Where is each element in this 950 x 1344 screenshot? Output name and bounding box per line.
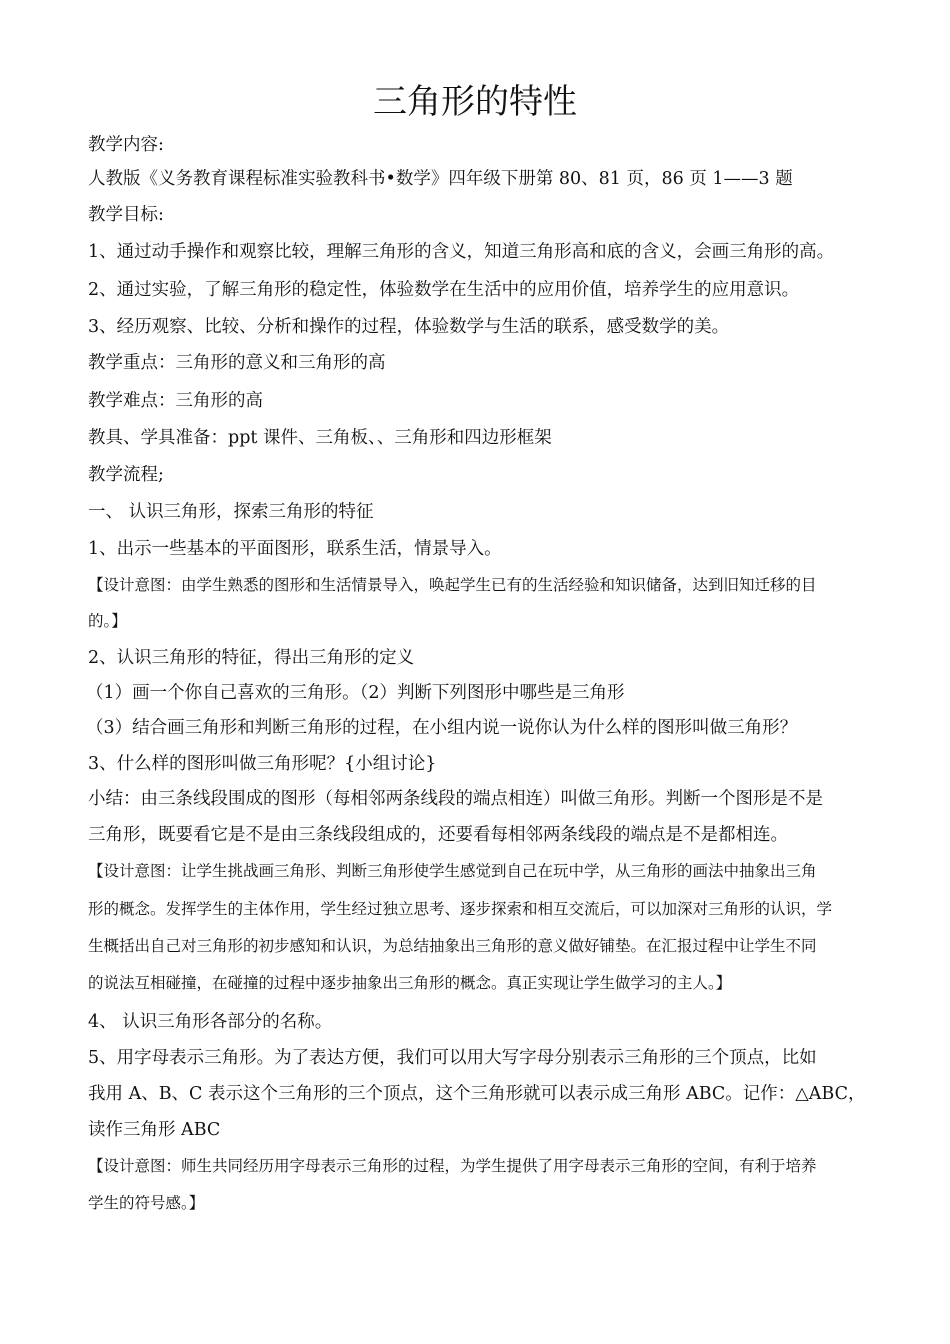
design-intent-2-line3: 生概括出自己对三角形的初步感知和认识，为总结抽象出三角形的意义做好铺垫。在汇报过程中让学生不同	[88, 937, 817, 955]
difficult-point: 教学难点：三角形的高	[88, 391, 263, 411]
step-item-1: 1、出示一些基本的平面图形，联系生活，情景导入。	[88, 539, 502, 559]
step-heading-1: 一、 认识三角形，探索三角形的特征	[88, 502, 374, 522]
design-intent-3-line1: 【设计意图：师生共同经历用字母表示三角形的过程，为学生提供了用字母表示三角形的空间，有利于培养	[88, 1157, 817, 1175]
goal-item-1: 1、通过动手操作和观察比较，理解三角形的含义，知道三角形高和底的含义，会画三角形的高。	[88, 242, 835, 262]
section-heading-process: 教学流程;	[88, 465, 164, 485]
design-intent-2-line1: 【设计意图：让学生挑战画三角形、判断三角形使学生感觉到自己在玩中学，从三角形的画法中抽象出三角	[88, 862, 817, 880]
page-title: 三角形的特性	[373, 82, 577, 122]
teaching-aids: 教具、学具准备：ppt 课件、三角板、、三角形和四边形框架	[88, 428, 552, 448]
design-intent-2-line2: 形的概念。发挥学生的主体作用，学生经过独立思考、逐步探索和相互交流后，可以加深对三角形的认识，学	[88, 900, 833, 918]
text-line-textbook: 人教版《义务教育课程标准实验教科书•数学》四年级下册第 80、81 页，86 页 1——3 题	[88, 169, 793, 189]
design-intent-1-line2: 的。】	[88, 612, 127, 630]
design-intent-2-line4: 的说法互相碰撞，在碰撞的过程中逐步抽象出三角形的概念。真正实现让学生做学习的主人。】	[88, 974, 732, 992]
step-item-5-line2: 我用 A、B、C 表示这个三角形的三个顶点，这个三角形就可以表示成三角形 ABC。记作：△ABC，	[88, 1084, 866, 1104]
goal-item-2: 2、通过实验，了解三角形的稳定性，体验数学在生活中的应用价值，培养学生的应用意识。	[88, 280, 800, 300]
section-heading-content: 教学内容:	[88, 135, 164, 155]
design-intent-3-line2: 学生的符号感。】	[88, 1194, 205, 1212]
summary-line1: 小结：由三条线段围成的图形（每相邻两条线段的端点相连）叫做三角形。判断一个图形是不是	[88, 789, 823, 809]
sub-item-1-2: （1）画一个你自己喜欢的三角形。（2）判断下列图形中哪些是三角形	[86, 683, 625, 703]
design-intent-1-line1: 【设计意图：由学生熟悉的图形和生活情景导入，唤起学生已有的生活经验和知识储备，达到旧知迁移的目	[88, 576, 817, 594]
sub-item-3: （3）结合画三角形和判断三角形的过程，在小组内说一说你认为什么样的图形叫做三角形？	[86, 718, 798, 738]
step-item-5-line1: 5、用字母表示三角形。为了表达方便，我们可以用大写字母分别表示三角形的三个顶点，比如	[88, 1048, 817, 1068]
step-item-5-line3: 读作三角形 ABC	[88, 1120, 221, 1140]
step-item-2: 2、认识三角形的特征，得出三角形的定义	[88, 648, 415, 668]
key-point: 教学重点：三角形的意义和三角形的高	[88, 353, 386, 373]
section-heading-goals: 教学目标:	[88, 205, 164, 225]
summary-line2: 三角形，既要看它是不是由三条线段组成的，还要看每相邻两条线段的端点是不是都相连。	[88, 825, 788, 845]
step-item-3: 3、什么样的图形叫做三角形呢？{小组讨论}	[88, 754, 437, 774]
goal-item-3: 3、经历观察、比较、分析和操作的过程，体验数学与生活的联系，感受数学的美。	[88, 317, 730, 337]
step-item-4: 4、 认识三角形各部分的名称。	[88, 1012, 333, 1032]
